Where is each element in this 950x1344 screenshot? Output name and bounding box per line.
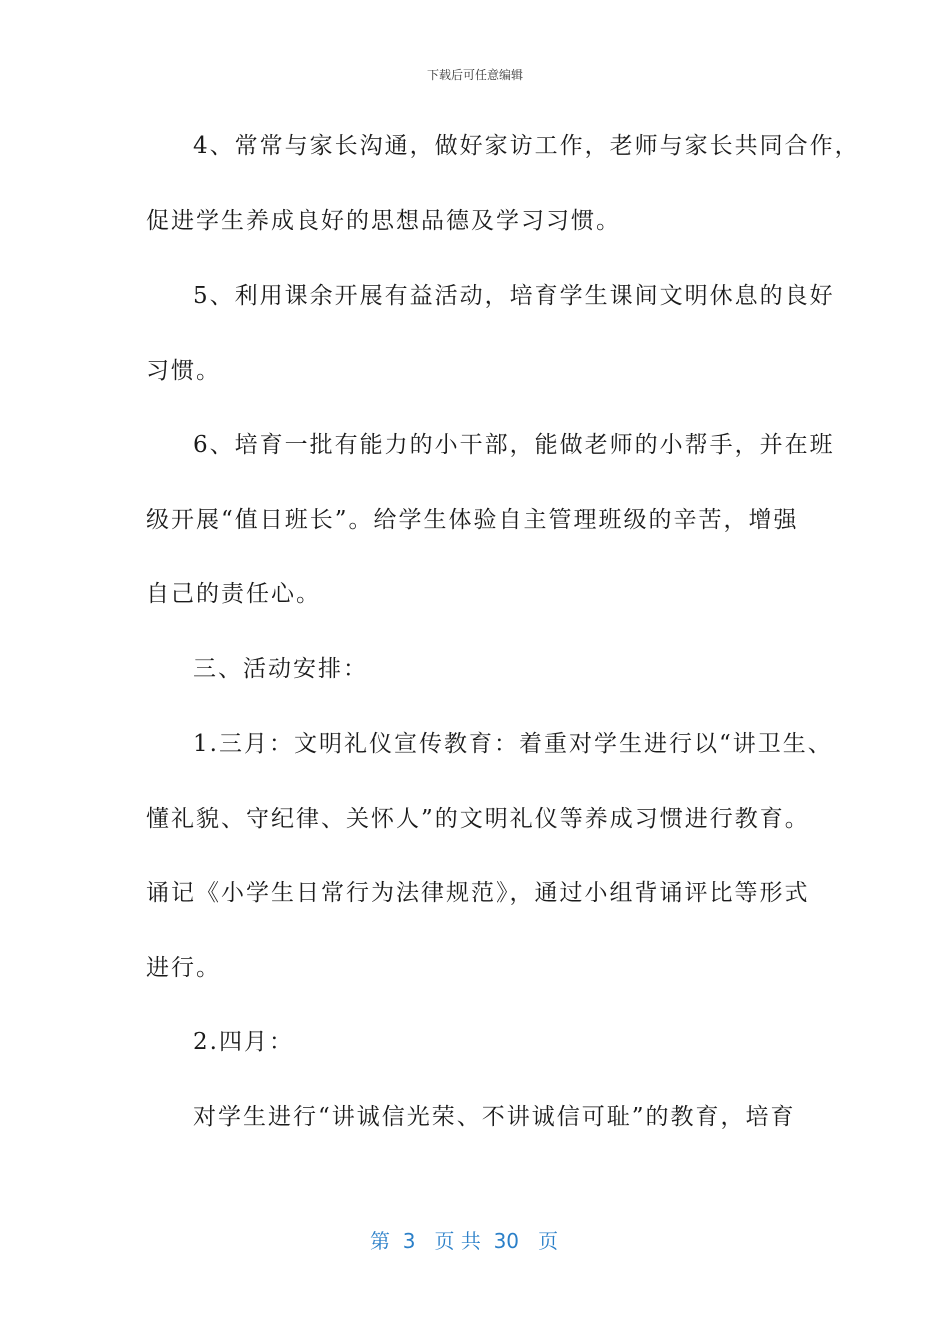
paragraph-line: 级开展“值日班长”。给学生体验自主管理班级的辛苦，增强 xyxy=(146,507,799,533)
paragraph-line: 促进学生养成良好的思想品德及学习习惯。 xyxy=(146,208,621,234)
page-header: 下载后可任意编辑 xyxy=(426,68,523,82)
paragraph-line: 2.四月： xyxy=(193,1029,294,1055)
section-heading: 三、活动安排： xyxy=(193,656,368,682)
paragraph-line: 懂礼貌、守纪律、关怀人”的文明礼仪等养成习惯进行教育。 xyxy=(146,806,810,832)
paragraph-line: 5、利用课余开展有益活动，培育学生课间文明休息的良好 xyxy=(193,283,835,309)
paragraph-line: 4、常常与家长沟通，做好家访工作，老师与家长共同合作， xyxy=(193,133,860,159)
paragraph-line: 6、培育一批有能力的小干部，能做老师的小帮手，并在班 xyxy=(193,432,835,458)
paragraph-line: 诵记《小学生日常行为法律规范》，通过小组背诵评比等形式 xyxy=(146,880,810,906)
page-footer: 第 3 页 共 30 页 xyxy=(370,1229,559,1253)
paragraph-line: 对学生进行“讲诚信光荣、不讲诚信可耻”的教育，培育 xyxy=(193,1104,796,1130)
paragraph-line: 习惯。 xyxy=(146,358,221,384)
paragraph-line: 自己的责任心。 xyxy=(146,581,321,607)
paragraph-line: 1.三月：文明礼仪宣传教育：着重对学生进行以“讲卫生、 xyxy=(193,731,833,757)
paragraph-line: 进行。 xyxy=(146,955,221,981)
